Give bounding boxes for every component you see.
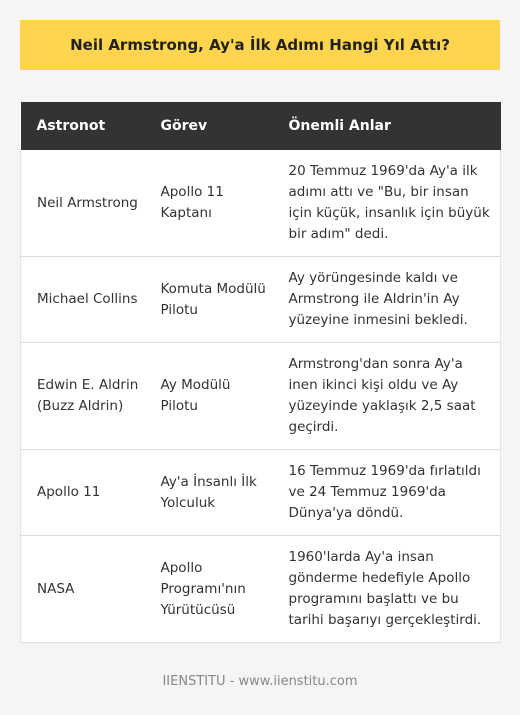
title-banner xyxy=(20,20,500,70)
column-header-onemli-anlar: Önemli Anlar xyxy=(273,102,501,150)
table-row xyxy=(21,343,501,450)
table-row xyxy=(21,150,501,257)
table-cell-astronot: NASA xyxy=(21,536,145,643)
table-cell-onemli-anlar: Ay yörüngesinde kaldı ve Armstrong ile Aldrin'in Ay yüzeyine inmesini bekledi. xyxy=(273,257,501,343)
column-header-astronot: Astronot xyxy=(21,102,145,150)
table-cell-gorev: Ay'a İnsanlı İlk Yolculuk xyxy=(145,450,273,536)
table-cell-gorev: Ay Modülü Pilotu xyxy=(145,343,273,450)
info-table xyxy=(20,102,501,643)
table-cell-onemli-anlar: 20 Temmuz 1969'da Ay'a ilk adımı attı ve "Bu, bir insan için küçük, insanlık için büyük bir adım" dedi. xyxy=(273,150,501,257)
table-cell-gorev: Komuta Modülü Pilotu xyxy=(145,257,273,343)
table-row xyxy=(21,257,501,343)
table-cell-astronot: Edwin E. Aldrin (Buzz Aldrin) xyxy=(21,343,145,450)
table-cell-onemli-anlar: Armstrong'dan sonra Ay'a inen ikinci kişi oldu ve Ay yüzeyinde yaklaşık 2,5 saat geçirdi. xyxy=(273,343,501,450)
table-row xyxy=(21,536,501,643)
table-cell-astronot: Neil Armstrong xyxy=(21,150,145,257)
table-cell-astronot: Michael Collins xyxy=(21,257,145,343)
table-cell-gorev: Apollo 11 Kaptanı xyxy=(145,150,273,257)
table-cell-onemli-anlar: 16 Temmuz 1969'da fırlatıldı ve 24 Temmuz 1969'da Dünya'ya döndü. xyxy=(273,450,501,536)
table-cell-gorev: Apollo Programı'nın Yürütücüsü xyxy=(145,536,273,643)
column-header-gorev: Görev xyxy=(145,102,273,150)
table-cell-astronot: Apollo 11 xyxy=(21,450,145,536)
table-header-row xyxy=(21,102,501,150)
page-title: Neil Armstrong, Ay'a İlk Adımı Hangi Yıl Attı? xyxy=(70,36,450,54)
footer-credit: IIENSTITU - www.iienstitu.com xyxy=(162,674,358,689)
table-row xyxy=(21,450,501,536)
table-cell-onemli-anlar: 1960'larda Ay'a insan gönderme hedefiyle Apollo programını başlattı ve bu tarihi başarıyı gerçekleştirdi. xyxy=(273,536,501,643)
